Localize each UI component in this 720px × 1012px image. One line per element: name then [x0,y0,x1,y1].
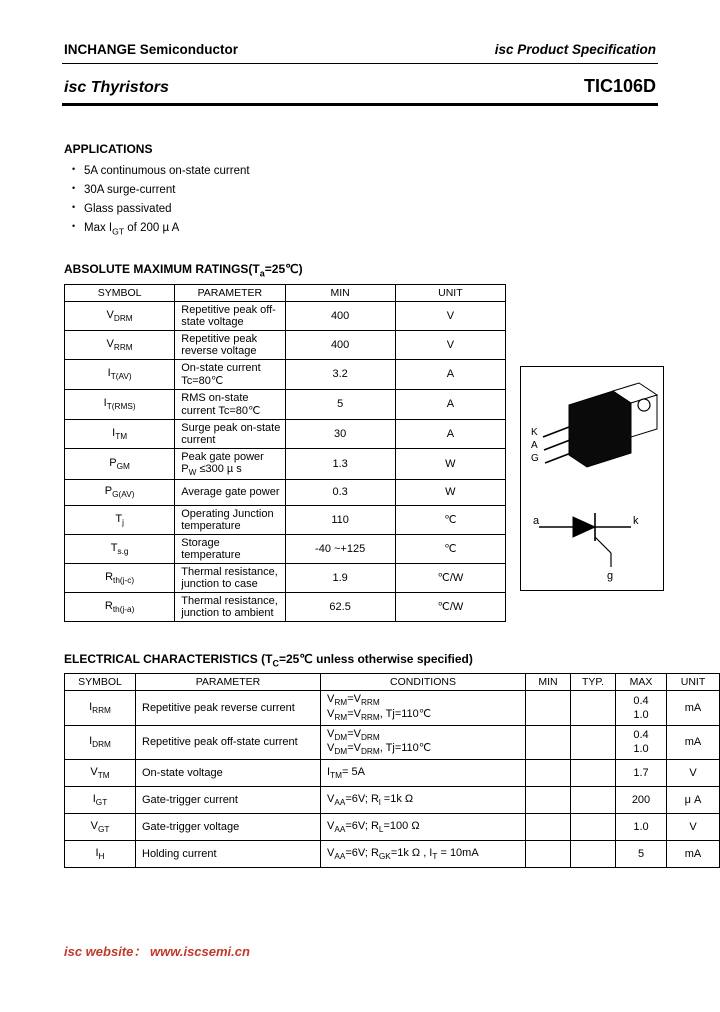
cell-parameter: Holding current [136,840,321,867]
product-family: isc Thyristors [64,79,169,96]
table-row [65,534,506,563]
table-row [65,813,720,840]
table-row [65,419,506,448]
cell-symbol: $V_{DRM}$ [65,301,175,330]
cell-min: -40 ~+125 [285,534,395,563]
cell-typ [571,840,616,867]
absolute-maximum-ratings-table [64,284,506,622]
table-row [65,592,506,621]
table-row [65,505,506,534]
cell-unit: V [395,330,505,359]
cell-symbol: $V_{GT}$ [65,813,136,840]
cell-conditions: $V_{DM}=V_{DRM}$ $V_{DM}=V_{DRM}$, Tj=110℃ [321,725,526,759]
cell-parameter: Average gate power [175,479,285,505]
footer [64,941,250,960]
table-row [65,840,720,867]
cell-min: 5 [285,389,395,419]
website-link[interactable]: www.iscsemi.cn [150,944,250,959]
cell-conditions: $V_{AA}=6V$; $R_l =1k$ Ω [321,786,526,813]
table-row [65,563,506,592]
page-sheet [56,30,706,982]
cell-parameter: Surge peak on-state current [175,419,285,448]
applications-title: APPLICATIONS [64,142,153,156]
col-parameter: PARAMETER [175,284,285,301]
cell-symbol: $T_j$ [65,505,175,534]
cell-parameter: Repetitive peak reverse current [136,691,321,725]
symbol-label-anode: a [533,515,540,527]
cell-unit: W [395,479,505,505]
cell-symbol: $R_{th(j-c)}$ [65,563,175,592]
cell-typ [571,691,616,725]
electrical-characteristics-title: ELECTRICAL CHARACTERISTICS ($T_C=25℃$ unless otherwise specified) [64,651,473,669]
cell-max: 0.4 1.0 [616,691,667,725]
company-name: INCHANGE Semiconductor [64,42,239,57]
col-parameter: PARAMETER [136,674,321,691]
cell-symbol: $P_{GM}$ [65,448,175,479]
cell-symbol: $V_{TM}$ [65,759,136,786]
cell-unit: mA [667,725,720,759]
cell-parameter: Repetitive peak reverse voltage [175,330,285,359]
header-title-row [56,64,664,103]
package-drawing-box [520,366,664,591]
cell-typ [571,725,616,759]
cell-unit: V [667,813,720,840]
cell-min [526,691,571,725]
cell-unit: ℃/W [395,592,505,621]
cell-max: 1.0 [616,813,667,840]
cell-typ [571,786,616,813]
cell-parameter: Peak gate power $P_W \le 300$ µ s [175,448,285,479]
footer-label: isc website： [64,944,147,959]
cell-unit: V [395,301,505,330]
cell-min: 400 [285,330,395,359]
table-row [65,725,720,759]
cell-typ [571,813,616,840]
table-header-row [65,284,506,301]
cell-max: 0.4 1.0 [616,725,667,759]
col-max: MAX [616,674,667,691]
symbol-label-gate: g [607,570,614,582]
table-row [65,786,720,813]
cell-symbol: $I_{DRM}$ [65,725,136,759]
table-row [65,301,506,330]
cell-unit: W [395,448,505,479]
cell-parameter: Thermal resistance, junction to ambient [175,592,285,621]
table-row [65,691,720,725]
cell-min: 62.5 [285,592,395,621]
cell-parameter: RMS on-state current Tc=80℃ [175,389,285,419]
cell-unit: mA [667,840,720,867]
cell-unit: A [395,419,505,448]
package-outline-drawing [521,367,663,590]
symbol-label-cathode: k [633,515,639,527]
doc-type: isc Product Specification [494,42,656,57]
table-row [65,448,506,479]
col-typ: TYP. [571,674,616,691]
part-number: TIC106D [583,76,656,96]
cell-parameter: Operating Junction temperature [175,505,285,534]
cell-conditions: $V_{RM}=V_{RRM}$ $V_{RM}=V_{RRM}$, Tj=110℃ [321,691,526,725]
cell-min [526,786,571,813]
cell-unit: A [395,389,505,419]
col-min: MIN [526,674,571,691]
cell-symbol: $I_H$ [65,840,136,867]
cell-conditions: $V_{AA}=6V$; $R_L=100$ Ω [321,813,526,840]
cell-symbol: $I_{TM}$ [65,419,175,448]
cell-conditions: $V_{AA}=6V$; $R_{GK}=1k$ Ω , $I_T = 10mA$ [321,840,526,867]
list-item: • 5A continumous on-state current [72,165,664,177]
pin-label-a: A [531,440,538,451]
cell-unit: A [395,359,505,389]
cell-unit: ℃/W [395,563,505,592]
cell-max: 200 [616,786,667,813]
cell-max: 5 [616,840,667,867]
header-top-row [56,30,664,61]
col-unit: UNIT [667,674,720,691]
cell-symbol: $R_{th(j-a)}$ [65,592,175,621]
pin-label-k: K [531,427,538,438]
cell-symbol: $I_{GT}$ [65,786,136,813]
cell-parameter: On-state voltage [136,759,321,786]
cell-conditions: $I_{TM}= 5A$ [321,759,526,786]
electrical-characteristics-table [64,673,720,868]
cell-symbol: $T_{s.g}$ [65,534,175,563]
table-row [65,359,506,389]
cell-min: 30 [285,419,395,448]
col-symbol: SYMBOL [65,674,136,691]
header-divider-thick [62,103,658,106]
cell-min: 1.9 [285,563,395,592]
cell-symbol: $I_{T(AV)}$ [65,359,175,389]
cell-symbol: $I_{T(RMS)}$ [65,389,175,419]
cell-min [526,725,571,759]
cell-unit: ℃ [395,505,505,534]
cell-unit: ℃ [395,534,505,563]
cell-min [526,759,571,786]
cell-typ [571,759,616,786]
cell-parameter: Thermal resistance, junction to case [175,563,285,592]
table-row [65,389,506,419]
cell-min: 1.3 [285,448,395,479]
cell-parameter: Gate-trigger current [136,786,321,813]
cell-symbol: $V_{RRM}$ [65,330,175,359]
col-unit: UNIT [395,284,505,301]
cell-parameter: Repetitive peak off-state current [136,725,321,759]
list-item: • 30A surge-current [72,184,664,196]
col-conditions: CONDITIONS [321,674,526,691]
cell-symbol: $I_{RRM}$ [65,691,136,725]
cell-min: 400 [285,301,395,330]
cell-min: 110 [285,505,395,534]
cell-parameter: Repetitive peak off-state voltage [175,301,285,330]
cell-unit: μ A [667,786,720,813]
cell-parameter: On-state current Tc=80℃ [175,359,285,389]
cell-symbol: $P_{G(AV)}$ [65,479,175,505]
table-row [65,330,506,359]
cell-min: 3.2 [285,359,395,389]
cell-min [526,840,571,867]
cell-min: 0.3 [285,479,395,505]
abs-max-title: ABSOLUTE MAXIMUM $RATINGS(T_a=25℃)$ [64,262,303,279]
cell-parameter: Gate-trigger voltage [136,813,321,840]
table-row [65,479,506,505]
col-symbol: SYMBOL [65,284,175,301]
applications-list [64,165,664,236]
cell-unit: V [667,759,720,786]
pin-label-g: G [531,453,539,464]
col-min: MIN [285,284,395,301]
list-item: • Max $I_{GT}$ of 200 µ A [72,222,664,236]
applications-section [64,142,664,236]
cell-max: 1.7 [616,759,667,786]
list-item: • Glass passivated [72,203,664,215]
table-row [65,759,720,786]
table-header-row [65,674,720,691]
cell-parameter: Storage temperature [175,534,285,563]
cell-min [526,813,571,840]
cell-unit: mA [667,691,720,725]
